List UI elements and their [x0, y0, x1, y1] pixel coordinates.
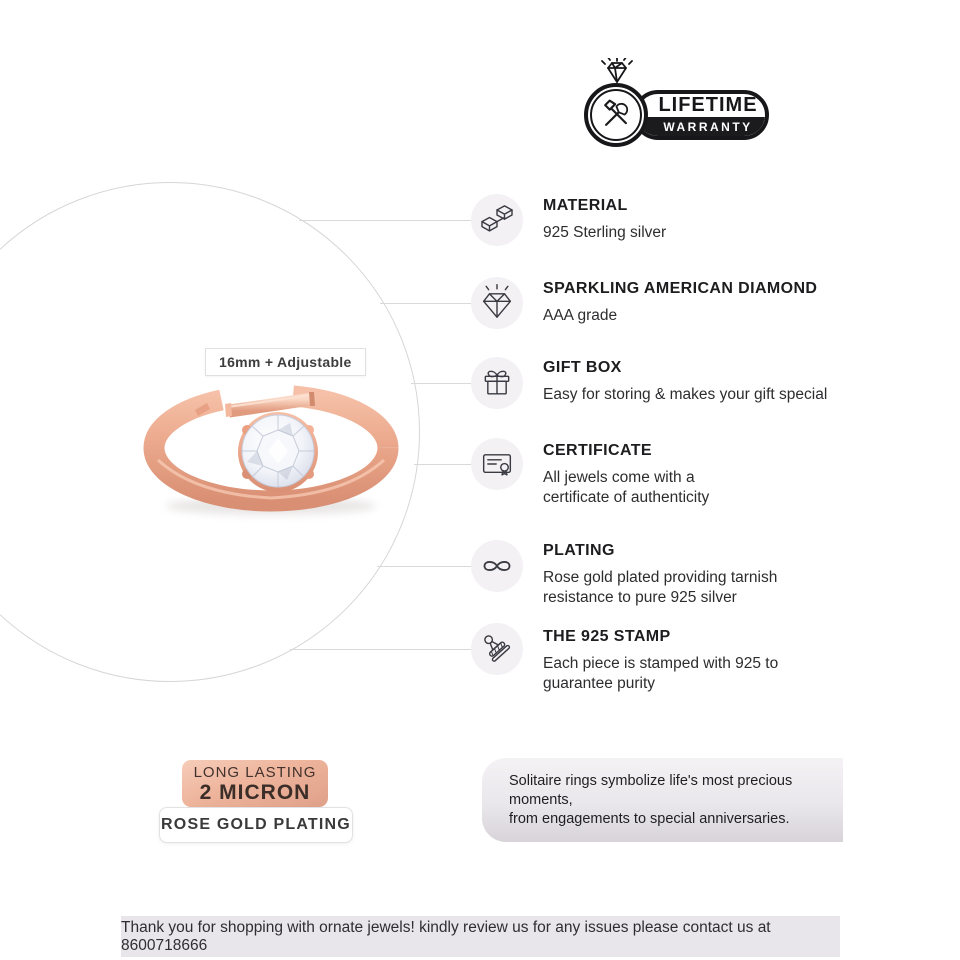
quote-line: from engagements to special anniversaries.: [509, 810, 790, 827]
gift-box-icon: [477, 363, 517, 403]
feature-text: certificate of authenticity: [543, 488, 710, 506]
connector-line: [411, 383, 473, 384]
feature-circle: [471, 438, 523, 490]
warranty-line2: WARRANTY: [663, 119, 753, 134]
two-micron-label: 2 MICRON: [199, 780, 311, 804]
feature-plating: [543, 542, 777, 607]
warranty-line1: LIFETIME: [658, 94, 758, 116]
tools-circle: [584, 83, 648, 147]
feature-text: 925 Sterling silver: [543, 224, 667, 241]
feature-text: guarantee purity: [543, 674, 656, 692]
feature-text: AAA grade: [543, 307, 618, 324]
quote-line: Solitaire rings symbolize life's most precious moments,: [509, 772, 793, 808]
ring-size-label: 16mm + Adjustable: [205, 348, 366, 376]
certificate-icon: [477, 444, 517, 484]
feature-text: Easy for storing & makes your gift special: [543, 386, 828, 403]
feature-title: CERTIFICATE: [543, 442, 652, 459]
feature-title: THE 925 STAMP: [543, 628, 671, 645]
feature-giftbox: [543, 359, 827, 405]
rose-gold-plating-box: [159, 807, 353, 843]
feature-circle: [471, 540, 523, 592]
rose-gold-plating-label: ROSE GOLD PLATING: [161, 816, 351, 833]
long-lasting-label: LONG LASTING: [193, 763, 317, 781]
solitaire-quote-box: [482, 758, 843, 842]
silver-bars-icon: [477, 200, 517, 240]
feature-text: Each piece is stamped with 925 to: [543, 655, 779, 672]
footer-bar: [121, 916, 840, 957]
feature-diamond: [543, 280, 817, 326]
feature-circle: [471, 277, 523, 329]
diamond-icon: [477, 283, 517, 323]
feature-circle: [471, 357, 523, 409]
stamp-icon: [477, 629, 517, 669]
ring-photo: [125, 378, 405, 523]
two-micron-badge: [182, 760, 328, 807]
feature-text: Rose gold plated providing tarnish: [543, 569, 778, 586]
feature-material: [543, 197, 666, 243]
lifetime-warranty-badge: [584, 58, 774, 148]
connector-line: [377, 566, 473, 567]
feature-text: All jewels come with a: [543, 469, 695, 486]
warranty-pill: [633, 90, 769, 140]
feature-925-stamp: [543, 628, 778, 693]
connector-line: [414, 464, 473, 465]
connector-line: [380, 303, 473, 304]
connector-line: [290, 649, 473, 650]
feature-title: GIFT BOX: [543, 359, 622, 376]
feature-title: MATERIAL: [543, 197, 628, 214]
feature-circle: [471, 194, 523, 246]
feature-certificate: [543, 442, 709, 507]
connector-line: [299, 220, 473, 221]
feature-text: resistance to pure 925 silver: [543, 588, 737, 606]
wrench-hammer-icon: [598, 97, 634, 133]
footer-text: Thank you for shopping with ornate jewels! kindly review us for any issues please contact us at 8600718666: [121, 918, 771, 954]
feature-title: PLATING: [543, 542, 615, 559]
infinity-icon: [477, 546, 517, 586]
feature-circle: [471, 623, 523, 675]
feature-title: SPARKLING AMERICAN DIAMOND: [543, 280, 818, 297]
